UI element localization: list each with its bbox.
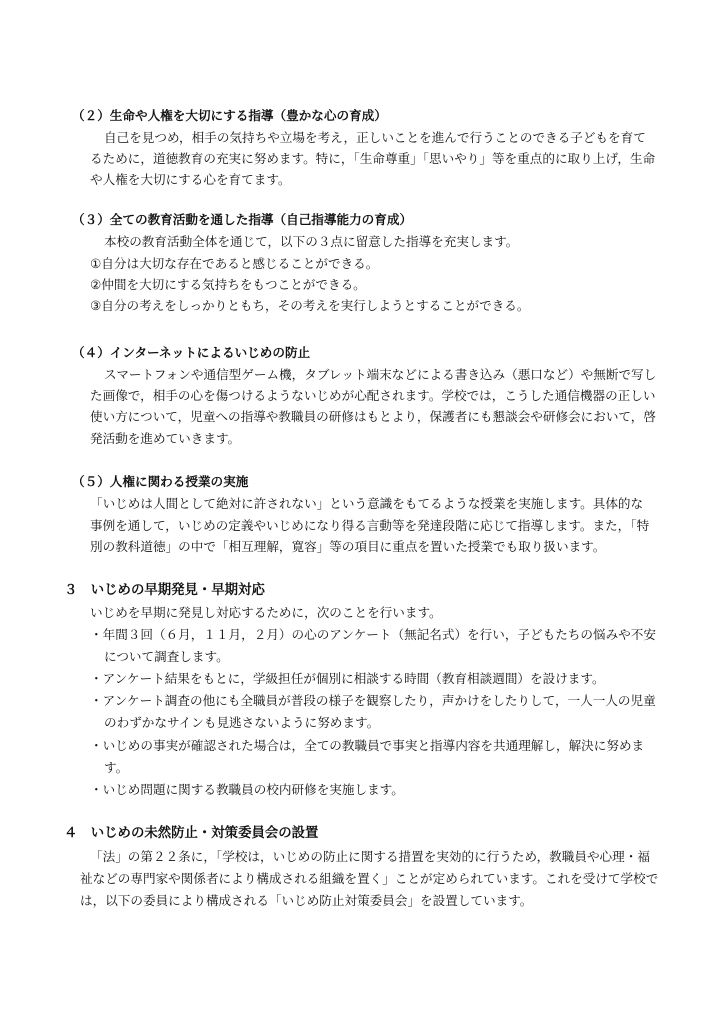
section-5-heading: （５）人権に関わる授業の実施	[72, 474, 249, 489]
section-4-line-1: スマートフォンや通信型ゲーム機，タブレット端末などによる書き込み（悪口など）や無断で写し	[104, 367, 657, 382]
section-2-heading: （２）生命や人権を大切にする指導（豊かな心の育成）	[72, 108, 387, 123]
committee-line-1: 「法」の第２２条に，「学校は，いじめの防止に関する措置を実効的に行うため，教職員や心理・福	[90, 849, 650, 864]
section-early-detection-heading: ３ いじめの早期発見・早期対応	[64, 583, 265, 598]
early-detection-intro: いじめを早期に発見し対応するために，次のことを行います。	[90, 605, 442, 620]
section-4-line-4: 発活動を進めていきます。	[90, 431, 241, 446]
section-2-line-2: るために，道徳教育の充実に努めます。特に，「生命尊重」「思いやり」等を重点的に取り上げ，生命	[90, 151, 656, 166]
section-3-heading: （３）全ての教育活動を通した指導（自己指導能力の育成）	[72, 212, 413, 227]
section-4-heading: （４）インターネットによるいじめの防止	[72, 345, 311, 360]
section-3-item-2: ②仲間を大切にする気持ちをもつことができる。	[90, 277, 366, 292]
early-detection-bullet-4: ・いじめの事実が確認された場合は，全ての教職員で事実と指導内容を共通理解し，解決に努めま	[90, 738, 645, 753]
section-committee-heading: ４ いじめの未然防止・対策委員会の設置	[64, 826, 319, 841]
early-detection-bullet-5: ・いじめ問題に関する教職員の校内研修を実施します。	[90, 782, 404, 797]
section-5-line-1: 「いじめは人間として絶対に許されない」という意識をもてるような授業を実施します。具体的な	[90, 496, 644, 511]
early-detection-bullet-2: ・アンケート結果をもとに，学級担任が個別に相談する時間（教育相談週間）を設けます。	[90, 671, 605, 686]
early-detection-bullet-4-cont: す。	[104, 760, 129, 775]
committee-line-2: 祉などの専門家や関係者により構成される組織を置く」ことが定められています。これを受けて学校で	[80, 871, 659, 886]
section-3-line-1: 本校の教育活動全体を通じて，以下の３点に留意した指導を充実します。	[104, 234, 519, 249]
early-detection-bullet-3-cont: のわずかなサインも見逃さないように努めます。	[104, 715, 380, 730]
section-4-line-2: た画像で，相手の心を傷つけるようないじめが心配されます。学校では，こうした通信機器の正しい	[90, 388, 656, 403]
section-4-line-3: 使い方について，児童への指導や教職員の研修はもとより，保護者にも懇談会や研修会において，啓	[90, 409, 656, 424]
section-2-line-3: や人権を大切にする心を育てます。	[90, 172, 291, 187]
section-5-line-3: 別の教科道徳」の中で「相互理解，寛容」等の項目に重点を置いた授業でも取り扱います。	[90, 539, 606, 554]
section-3-item-3: ③自分の考えをしっかりともち，その考えを実行しようとすることができる。	[90, 298, 530, 313]
section-5-line-2: 事例を通して，いじめの定義やいじめになり得る言動等を発達段階に応じて指導します。また，「特	[90, 518, 650, 533]
committee-line-3: は，以下の委員により構成される「いじめ防止対策委員会」を設置しています。	[80, 893, 533, 908]
early-detection-bullet-3: ・アンケート調査の他にも全職員が普段の様子を観察したり，声かけをしたりして，一人一人の児童	[90, 693, 656, 708]
section-2-line-1: 自己を見つめ，相手の気持ちや立場を考え，正しいことを進んで行うことのできる子どもを育て	[104, 130, 646, 145]
section-3-item-1: ①自分は大切な存在であると感じることができる。	[90, 256, 379, 271]
early-detection-bullet-1-cont: について調査します。	[104, 649, 229, 664]
early-detection-bullet-1: ・年間３回（６月，１１月，２月）の心のアンケート（無記名式）を行い，子どもたちの悩みや不安	[90, 627, 656, 642]
